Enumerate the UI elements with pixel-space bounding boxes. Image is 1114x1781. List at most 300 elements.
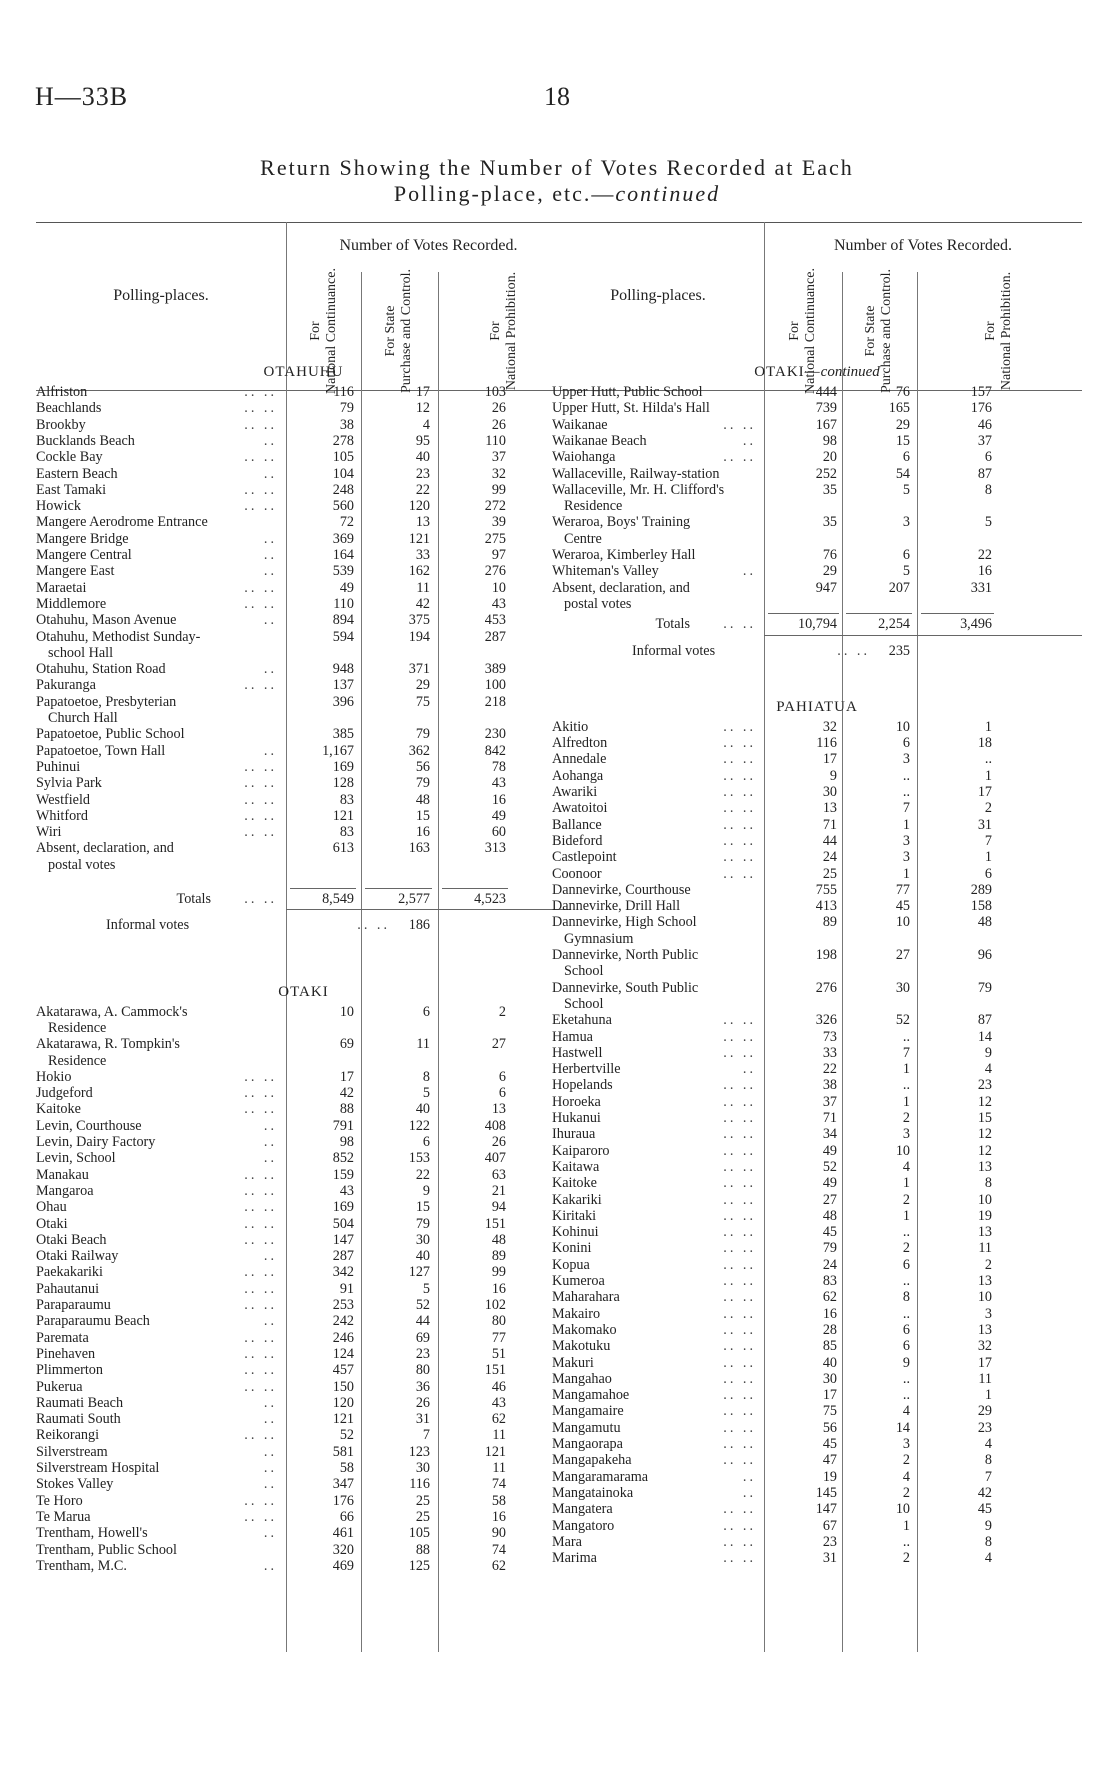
polling-place-name: Ballance	[552, 816, 602, 833]
dot-leaders: .. ..	[723, 1419, 756, 1436]
polling-place-name: Raumati Beach	[36, 1394, 124, 1411]
polling-place-name: Manakau	[36, 1166, 89, 1183]
dot-leaders: .. ..	[244, 595, 277, 612]
polling-place-name: Whiteman's Valley	[552, 563, 659, 580]
vote-count-a: 83	[822, 1273, 837, 1289]
vote-count-a: 98	[339, 1134, 354, 1150]
vote-count-b: ..	[902, 1077, 910, 1094]
vote-count-a: 27	[822, 1191, 837, 1208]
page-number: 18	[544, 82, 570, 111]
dot-leaders: .. ..	[723, 1370, 756, 1387]
vote-count-a: 116	[816, 735, 837, 752]
polling-place-name-continuation: School	[564, 963, 604, 980]
dot-leaders: .. ..	[723, 1240, 756, 1257]
vote-count-b: 1	[902, 1517, 910, 1534]
table-row	[36, 824, 571, 840]
dot-leaders: .. ..	[723, 718, 756, 735]
vote-count-a: 169	[332, 758, 354, 775]
dot-leaders: ..	[263, 1134, 277, 1150]
page-title: Return Showing the Number of Votes Recorded at Each	[260, 155, 854, 180]
polling-place-name: Dannevirke, South Public	[552, 979, 699, 996]
dot-leaders: .. ..	[723, 1436, 756, 1452]
vote-count-a: 76	[822, 547, 837, 563]
table-row	[552, 1159, 1082, 1175]
vote-count-c: 58	[491, 1492, 506, 1509]
vote-count-a: 37	[822, 1093, 837, 1110]
vote-count-b: 5	[422, 1085, 430, 1102]
polling-place-name: Cockle Bay	[36, 449, 103, 466]
vote-count-c: 6	[984, 449, 992, 466]
table-row-continuation	[552, 498, 1082, 514]
table-top-rule	[36, 222, 571, 223]
vote-count-a: 539	[332, 563, 354, 580]
dot-leaders: .. ..	[723, 800, 756, 817]
dot-leaders: .. ..	[244, 1182, 277, 1199]
vote-count-b: 8	[902, 1289, 910, 1306]
table-row	[36, 1509, 571, 1525]
vote-count-a: 45	[822, 1436, 837, 1452]
vote-count-c: 11	[492, 1460, 506, 1476]
table-row	[552, 384, 1082, 400]
vote-count-b: 2	[902, 1191, 910, 1208]
vote-count-b: 6	[422, 1134, 430, 1150]
vote-count-b: 30	[415, 1460, 430, 1476]
polling-place-name: Eastern Beach	[36, 465, 118, 482]
table-row	[552, 849, 1082, 865]
polling-place-name: Ohau	[36, 1199, 67, 1216]
vote-count-c: 230	[484, 726, 506, 743]
table-row	[552, 882, 1082, 898]
totals-row	[552, 616, 1082, 632]
vote-count-c: 110	[485, 432, 506, 449]
polling-place-name: Dannevirke, Drill Hall	[552, 898, 681, 915]
polling-place-name-continuation: Gymnasium	[564, 930, 634, 947]
polling-place-name: Mara	[552, 1533, 582, 1550]
polling-place-name: Ihuraua	[552, 1126, 596, 1143]
vote-count-c: 43	[491, 775, 506, 792]
vote-count-c: 10	[491, 579, 506, 596]
vote-count-a: 287	[332, 1248, 354, 1265]
polling-place-name: Wallaceville, Railway-station	[552, 465, 720, 482]
dot-leaders: .. ..	[723, 1501, 756, 1518]
vote-count-c: 4	[984, 1550, 992, 1567]
polling-place-name: Brookby	[36, 416, 86, 433]
vote-count-c: 8	[984, 1452, 992, 1469]
polling-place-name: Mangamutu	[552, 1419, 621, 1436]
vote-count-c: 6	[498, 1068, 506, 1085]
vote-count-b: 3	[902, 1126, 910, 1143]
vote-count-c: 6	[984, 865, 992, 882]
vote-count-a: 66	[339, 1508, 354, 1525]
table-row	[36, 531, 571, 547]
table-row	[36, 1281, 571, 1297]
vote-count-c: 10	[977, 1191, 992, 1208]
vote-count-b: 80	[415, 1362, 430, 1379]
table-row	[36, 1379, 571, 1395]
sum-rule	[290, 888, 356, 889]
dot-leaders: ..	[263, 547, 277, 563]
column-header-text: For State Purchase and Control.	[863, 268, 895, 394]
informal-votes-count: 186	[408, 917, 430, 934]
table-row	[552, 751, 1082, 767]
vote-count-c: 87	[977, 465, 992, 482]
vote-count-a: 121	[332, 1411, 354, 1428]
vote-count-b: 40	[415, 1248, 430, 1265]
vote-count-a: 52	[339, 1427, 354, 1444]
table-row	[552, 1403, 1082, 1419]
section-heading-continued: continued	[820, 364, 880, 380]
polling-place-name: Pakuranga	[36, 677, 96, 694]
table-row	[552, 449, 1082, 465]
column-header-text: For National Continuance.	[307, 268, 339, 394]
dot-leaders: .. ..	[723, 416, 756, 433]
vote-count-c: 272	[484, 498, 506, 515]
polling-place-name: Kaitoke	[36, 1101, 81, 1118]
table-row	[552, 1175, 1082, 1191]
dot-leaders: .. ..	[723, 784, 756, 800]
vote-count-a: 35	[822, 514, 837, 531]
dot-leaders: .. ..	[723, 1517, 756, 1534]
vote-count-b: 29	[895, 416, 910, 433]
vote-count-a: 560	[332, 498, 354, 515]
vote-count-a: 79	[822, 1240, 837, 1257]
dot-leaders: .. ..	[357, 917, 390, 934]
polling-place-name: Silverstream	[36, 1443, 108, 1460]
table-row	[552, 1224, 1082, 1240]
section-heading-text: OTAKI	[278, 983, 329, 1000]
dot-leaders: .. ..	[244, 1345, 277, 1362]
dot-leaders: ..	[263, 1117, 277, 1134]
dot-leaders: .. ..	[723, 1403, 756, 1420]
vote-count-b: 6	[902, 1256, 910, 1273]
vote-count-b: 375	[408, 612, 430, 629]
vote-count-c: 289	[970, 881, 992, 898]
polling-place-name: Mangaramarama	[552, 1468, 649, 1485]
vote-count-b: 2	[902, 1240, 910, 1257]
vote-count-b: ..	[902, 1370, 910, 1387]
polling-place-name: Judgeford	[36, 1085, 93, 1102]
dot-leaders: ..	[263, 612, 277, 629]
vote-count-c: 1	[984, 718, 992, 735]
table-row	[552, 433, 1082, 449]
vote-count-b: 40	[415, 449, 430, 466]
polling-place-name: Levin, Courthouse	[36, 1117, 142, 1134]
dot-leaders: .. ..	[723, 1012, 756, 1029]
vote-count-a: 71	[822, 1110, 837, 1126]
vote-count-c: 4	[984, 1061, 992, 1078]
vote-count-c: 62	[491, 1411, 506, 1428]
vote-count-c: 46	[977, 416, 992, 433]
polling-place-name: Absent, declaration, and	[552, 579, 690, 596]
vote-count-a: 120	[332, 1394, 354, 1411]
section-heading-text: OTAHUHU	[263, 364, 344, 380]
table-row	[36, 677, 571, 693]
polling-place-name: Mangamaire	[552, 1403, 624, 1420]
polling-place-name: Papatoetoe, Town Hall	[36, 742, 166, 759]
vote-count-c: 79	[977, 979, 992, 996]
polling-place-name: Kakariki	[552, 1191, 602, 1208]
vote-count-c: 11	[492, 1427, 506, 1444]
dot-leaders: .. ..	[244, 1215, 277, 1232]
vote-count-c: 9	[984, 1044, 992, 1061]
vote-count-b: 127	[408, 1264, 430, 1281]
vote-count-b: 25	[415, 1508, 430, 1525]
vote-count-b: ..	[902, 1533, 910, 1550]
vote-count-a: 88	[339, 1101, 354, 1118]
dot-leaders: .. ..	[723, 1354, 756, 1371]
table-row	[552, 980, 1082, 996]
vote-count-a: 16	[822, 1305, 837, 1322]
polling-place-name: Papatoetoe, Presbyterian	[36, 693, 177, 710]
vote-count-c: 287	[484, 628, 506, 645]
dot-leaders: .. ..	[723, 1289, 756, 1306]
table-row-continuation	[36, 1020, 571, 1036]
vote-count-c: 16	[491, 791, 506, 808]
vote-count-c: 49	[491, 807, 506, 824]
column-header-text: For National Continuance.	[787, 268, 818, 394]
vote-count-b: 2	[902, 1452, 910, 1469]
dot-leaders: .. ..	[244, 481, 277, 498]
vote-count-b: 4	[422, 416, 430, 433]
vote-count-c: 218	[484, 693, 506, 710]
table-row	[552, 800, 1082, 816]
dot-leaders: .. ..	[723, 1452, 756, 1469]
vote-count-c: 18	[977, 735, 992, 752]
vote-count-c: 99	[491, 481, 506, 498]
polling-place-name: Otaki Railway	[36, 1248, 119, 1265]
polling-place-name: Reikorangi	[36, 1427, 100, 1444]
table-row	[552, 1273, 1082, 1289]
vote-count-a: 31	[822, 1550, 837, 1567]
vote-count-a: 56	[822, 1419, 837, 1436]
vote-count-a: 52	[822, 1158, 837, 1175]
polling-place-name: Awatoitoi	[552, 800, 608, 817]
polling-place-name: Mangaorapa	[552, 1436, 623, 1452]
vote-count-b: 116	[409, 1476, 430, 1493]
vote-count-a: 347	[332, 1476, 354, 1493]
table-row	[552, 784, 1082, 800]
table-row	[36, 743, 571, 759]
vote-count-b: 77	[895, 881, 910, 898]
polling-place-name: Hokio	[36, 1068, 72, 1085]
left-table	[36, 222, 571, 1652]
vote-count-b: 76	[895, 384, 910, 400]
vote-count-c: 121	[484, 1443, 506, 1460]
polling-place-name: Mangere Central	[36, 547, 132, 563]
vote-count-c: 43	[491, 1394, 506, 1411]
polling-place-name: Howick	[36, 498, 81, 515]
vote-count-b: 3	[902, 751, 910, 768]
vote-count-c: 32	[977, 1338, 992, 1355]
polling-place-name: Alfriston	[36, 384, 88, 400]
table-row	[552, 1436, 1082, 1452]
section-heading	[36, 364, 571, 380]
table-row	[36, 1427, 571, 1443]
vote-count-a: 110	[333, 595, 354, 612]
dot-leaders: .. ..	[723, 1028, 756, 1045]
vote-count-a: 105	[332, 449, 354, 466]
table-row	[36, 1264, 571, 1280]
dot-leaders: .. ..	[244, 1297, 277, 1313]
vote-count-b: 56	[415, 758, 430, 775]
vote-count-b: 26	[415, 1394, 430, 1411]
vote-count-a: 320	[332, 1541, 354, 1558]
polling-place-name: Dannevirke, High School	[552, 914, 697, 931]
vote-count-c: 6	[498, 1085, 506, 1102]
vote-count-b: 122	[408, 1117, 430, 1134]
table-row	[36, 466, 571, 482]
dot-leaders: .. ..	[723, 832, 756, 849]
vote-count-c: 389	[484, 661, 506, 678]
vote-count-b: 1	[902, 1093, 910, 1110]
polling-place-name: Mangahao	[552, 1370, 612, 1387]
table-row	[36, 1411, 571, 1427]
total-count-a: 10,794	[797, 616, 837, 633]
polling-place-name: Trentham, Public School	[36, 1541, 177, 1558]
table-row	[36, 792, 571, 808]
dot-leaders: ..	[263, 1248, 277, 1265]
dot-leaders: .. ..	[723, 1321, 756, 1338]
vote-count-b: 25	[415, 1492, 430, 1509]
vote-count-c: 32	[491, 465, 506, 482]
vote-count-b: 9	[422, 1182, 430, 1199]
table-row-continuation	[552, 596, 1082, 612]
table-row	[552, 947, 1082, 963]
vote-count-b: 371	[408, 661, 430, 678]
vote-count-c: 2	[984, 1256, 992, 1273]
vote-count-a: 47	[822, 1452, 837, 1469]
table-row	[36, 1232, 571, 1248]
dot-leaders: .. ..	[723, 1550, 756, 1567]
table-row	[552, 1387, 1082, 1403]
table-row	[552, 1501, 1082, 1517]
vote-count-c: 42	[977, 1484, 992, 1501]
informal-votes-label: Informal votes	[106, 917, 190, 934]
polling-place-name: Akitio	[552, 718, 589, 735]
vote-count-c: 10	[977, 1289, 992, 1306]
vote-count-c: 37	[977, 432, 992, 449]
polling-place-name: Makotuku	[552, 1338, 611, 1355]
dot-leaders: .. ..	[244, 1378, 277, 1395]
vote-count-a: 150	[332, 1378, 354, 1395]
polling-place-name: Makuri	[552, 1354, 594, 1371]
vote-count-a: 147	[332, 1231, 354, 1248]
vote-count-b: ..	[902, 767, 910, 784]
vote-count-c: 1	[984, 1387, 992, 1404]
vote-count-c: 13	[491, 1101, 506, 1118]
vote-count-a: 89	[822, 914, 837, 931]
table-row	[552, 1322, 1082, 1338]
polling-place-name: Horoeka	[552, 1093, 601, 1110]
vote-count-a: 38	[339, 416, 354, 433]
polling-place-name: Akatarawa, A. Cammock's	[36, 1003, 188, 1020]
vote-count-c: 9	[984, 1517, 992, 1534]
table-row	[36, 840, 571, 856]
table-row	[36, 580, 571, 596]
table-row	[36, 775, 571, 791]
totals-label: Totals	[655, 616, 690, 633]
polling-place-name: Coonoor	[552, 865, 602, 882]
table-row	[552, 417, 1082, 433]
vote-count-a: 198	[815, 947, 837, 963]
vote-count-c: 8	[984, 1175, 992, 1192]
table-row	[552, 1143, 1082, 1159]
dot-leaders: .. ..	[244, 775, 277, 792]
vote-count-b: 11	[416, 579, 430, 596]
table-row	[36, 1134, 571, 1150]
polling-place-name: Westfield	[36, 791, 91, 808]
vote-count-a: 167	[815, 416, 837, 433]
polling-place-name: Kumeroa	[552, 1273, 605, 1289]
table-row	[36, 1460, 571, 1476]
vote-count-c: 313	[484, 840, 506, 857]
polling-place-name: Pinehaven	[36, 1345, 96, 1362]
table-row	[36, 1476, 571, 1492]
vote-count-c: 14	[977, 1028, 992, 1045]
vote-count-b: 54	[895, 465, 910, 482]
table-row	[36, 1216, 571, 1232]
vote-count-b: 15	[895, 432, 910, 449]
table-row	[552, 466, 1082, 482]
vote-count-a: 396	[332, 693, 354, 710]
table-row	[36, 1248, 571, 1264]
dot-leaders: .. ..	[723, 1077, 756, 1094]
vote-count-b: 30	[415, 1231, 430, 1248]
vote-count-b: ..	[902, 1387, 910, 1404]
table-row	[36, 1330, 571, 1346]
polling-place-name: Mangapakeha	[552, 1452, 632, 1469]
dot-leaders: ..	[742, 1484, 756, 1501]
vote-count-a: 40	[822, 1354, 837, 1371]
vote-count-b: 29	[415, 677, 430, 694]
table-row	[552, 400, 1082, 416]
vote-count-b: ..	[902, 1305, 910, 1322]
vote-count-c: 5	[984, 514, 992, 531]
vote-count-c: 176	[970, 400, 992, 417]
vote-count-b: 52	[415, 1297, 430, 1313]
dot-leaders: ..	[263, 563, 277, 580]
vote-count-a: 852	[332, 1150, 354, 1167]
dot-leaders: .. ..	[244, 1492, 277, 1509]
vote-count-a: 9	[829, 767, 837, 784]
total-count-b: 2,254	[878, 616, 910, 633]
vote-count-b: 30	[895, 979, 910, 996]
vote-count-a: 58	[339, 1460, 354, 1476]
table-row	[36, 514, 571, 530]
polling-place-name: Whitford	[36, 807, 89, 824]
dot-leaders: .. ..	[244, 758, 277, 775]
polling-place-name: Paremata	[36, 1329, 89, 1346]
sum-rule	[846, 613, 912, 614]
vote-count-c: 3	[984, 1305, 992, 1322]
vote-count-a: 91	[339, 1280, 354, 1297]
vote-count-c: 43	[491, 595, 506, 612]
polling-place-name: Te Horo	[36, 1492, 83, 1509]
vote-count-c: 842	[484, 742, 506, 759]
table-row	[36, 1444, 571, 1460]
vote-count-c: 4	[984, 1436, 992, 1452]
table-row	[552, 817, 1082, 833]
section-heading-text: OTAKI—	[754, 364, 821, 380]
vote-count-a: 43	[339, 1182, 354, 1199]
vote-count-a: 67	[822, 1517, 837, 1534]
vote-count-c: 46	[491, 1378, 506, 1395]
vote-count-a: 253	[332, 1297, 354, 1313]
vote-count-c: 16	[491, 1280, 506, 1297]
vote-count-a: 83	[339, 791, 354, 808]
polling-place-name: Bucklands Beach	[36, 432, 135, 449]
right-table	[552, 222, 1082, 1652]
